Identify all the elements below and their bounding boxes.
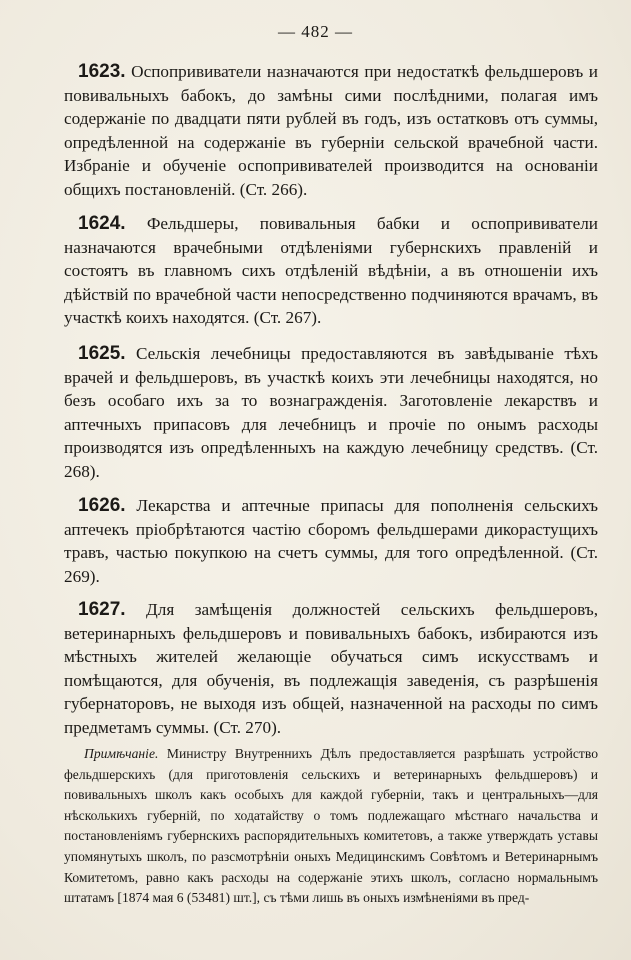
article-1624: [64, 212, 598, 330]
article-number: 1624.: [78, 213, 126, 234]
article-text: Фельдшеры, повивальныя бабки и оспопрививатели назначаются врачебными отдѣленіями губернскихъ правленій и состоятъ въ главномъ сихъ отдѣленій вѣдѣніи, а въ отношеніи ихъ дѣйствій по врачебной части непосредственно подчиняются врачамъ, въ участкѣ коихъ находятся. (Ст. 267).: [64, 214, 599, 328]
article-1623: [64, 60, 598, 202]
footnote-text: Министру Внутреннихъ Дѣлъ предоставляется разрѣшать устройство фельдшерскихъ (для приготовленія сельскихъ и ветеринарныхъ фельдшеровъ) и повивальныхъ школъ какъ особыхъ для каждой губерніи, такъ и центральныхъ—для нѣсколькихъ губерній, по ходатайству о томъ подлежащаго мѣстнаго начальства и постановленіямъ губернскихъ распорядительныхъ комитетовъ, а также утверждать уставы упомянутыхъ школъ, по разсмотрѣніи оныхъ Медицинскимъ Совѣтомъ и Ветеринарнымъ Комитетомъ, равно какъ расходы на содержаніе этихъ школъ, согласно нормальнымъ штатамъ [1874 мая 6 (53481) шт.], съ тѣми лишь въ оныхъ измѣненіями въ пред-: [64, 746, 598, 906]
article-1627: [64, 598, 598, 740]
footnote: [64, 744, 598, 909]
article-number: 1627.: [78, 599, 126, 620]
article-number: 1625.: [78, 343, 126, 364]
article-text: Сельскія лечебницы предоставляются въ завѣдываніе тѣхъ врачей и фельдшеровъ, въ участкѣ коихъ эти лечебницы находятся, но безъ особаго ихъ за то вознагражденія. Заготовленіе лекарствъ и аптечныхъ припасовъ для лечебницъ и прочіе по онымъ расходы производятся изъ опредѣленныхъ на каждую лечебницу средствъ. (Ст. 268).: [64, 344, 598, 481]
article-text: Лекарства и аптечные припасы для пополненія сельскихъ аптечекъ пріобрѣтаются частію сборомъ фельдшерами дикорастущихъ травъ, частью покупкою на счетъ суммы, для того опредѣленной. (Ст. 269).: [64, 496, 599, 586]
footnote-label: Примѣчаніе.: [84, 746, 159, 761]
article-1626: [64, 494, 598, 588]
article-number: 1623.: [78, 61, 126, 82]
article-text: Оспопрививатели назначаются при недостаткѣ фельдшеровъ и повивальныхъ бабокъ, до замѣны сими послѣдними, полагая имъ содержаніе по двадцати пяти рублей въ годъ, изъ остатковъ отъ суммы, опредѣленной на содержаніе въ губерніи сельской врачебной части. Избраніе и обученіе оспопрививателей производится на основаніи общихъ постановленій. (Ст. 266).: [64, 62, 599, 199]
page-number: — 482 —: [278, 22, 353, 41]
article-1625: [64, 342, 598, 484]
article-text: Для замѣщенія должностей сельскихъ фельдшеровъ, ветеринарныхъ фельдшеровъ и повивальныхъ бабокъ, избираются изъ мѣстныхъ жителей желающіе обучаться симъ искусствамъ и помѣщаются, для обученія, въ подлежащія заведенія, съ разрѣшенія губернаторовъ, не выходя изъ общей, назначенной на расходы по симъ предметамъ суммы. (Ст. 270).: [64, 600, 599, 737]
article-number: 1626.: [78, 495, 126, 516]
